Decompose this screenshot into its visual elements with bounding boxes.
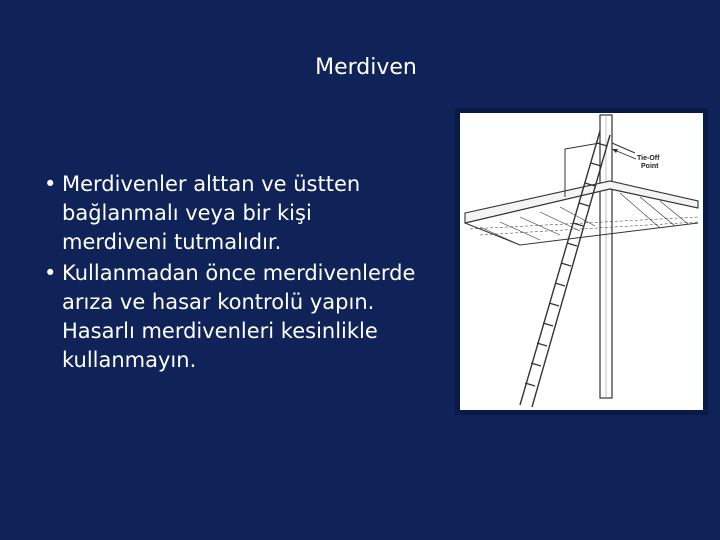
ladder-illustration xyxy=(455,108,708,415)
bullet-marker: • xyxy=(44,261,57,285)
ladder-drawing xyxy=(460,113,703,410)
bullet-text: Kullanmadan önce merdivenlerde arıza ve hasar kontrolü yapın. Hasarlı merdivenleri kesinlikle kullanmayın. xyxy=(62,261,416,372)
tie-off-callout xyxy=(612,149,660,170)
tie-off-label: Tie-Off xyxy=(637,155,660,162)
bullet-item xyxy=(40,259,420,375)
bullet-item xyxy=(40,170,420,257)
slide-title: Merdiven xyxy=(315,55,417,80)
bullet-marker: • xyxy=(44,172,57,196)
tie-off-label: Point xyxy=(641,163,659,170)
bullet-list xyxy=(40,170,420,377)
bullet-text: Merdivenler alttan ve üstten bağlanmalı veya bir kişi merdiveni tutmalıdır. xyxy=(62,172,361,254)
